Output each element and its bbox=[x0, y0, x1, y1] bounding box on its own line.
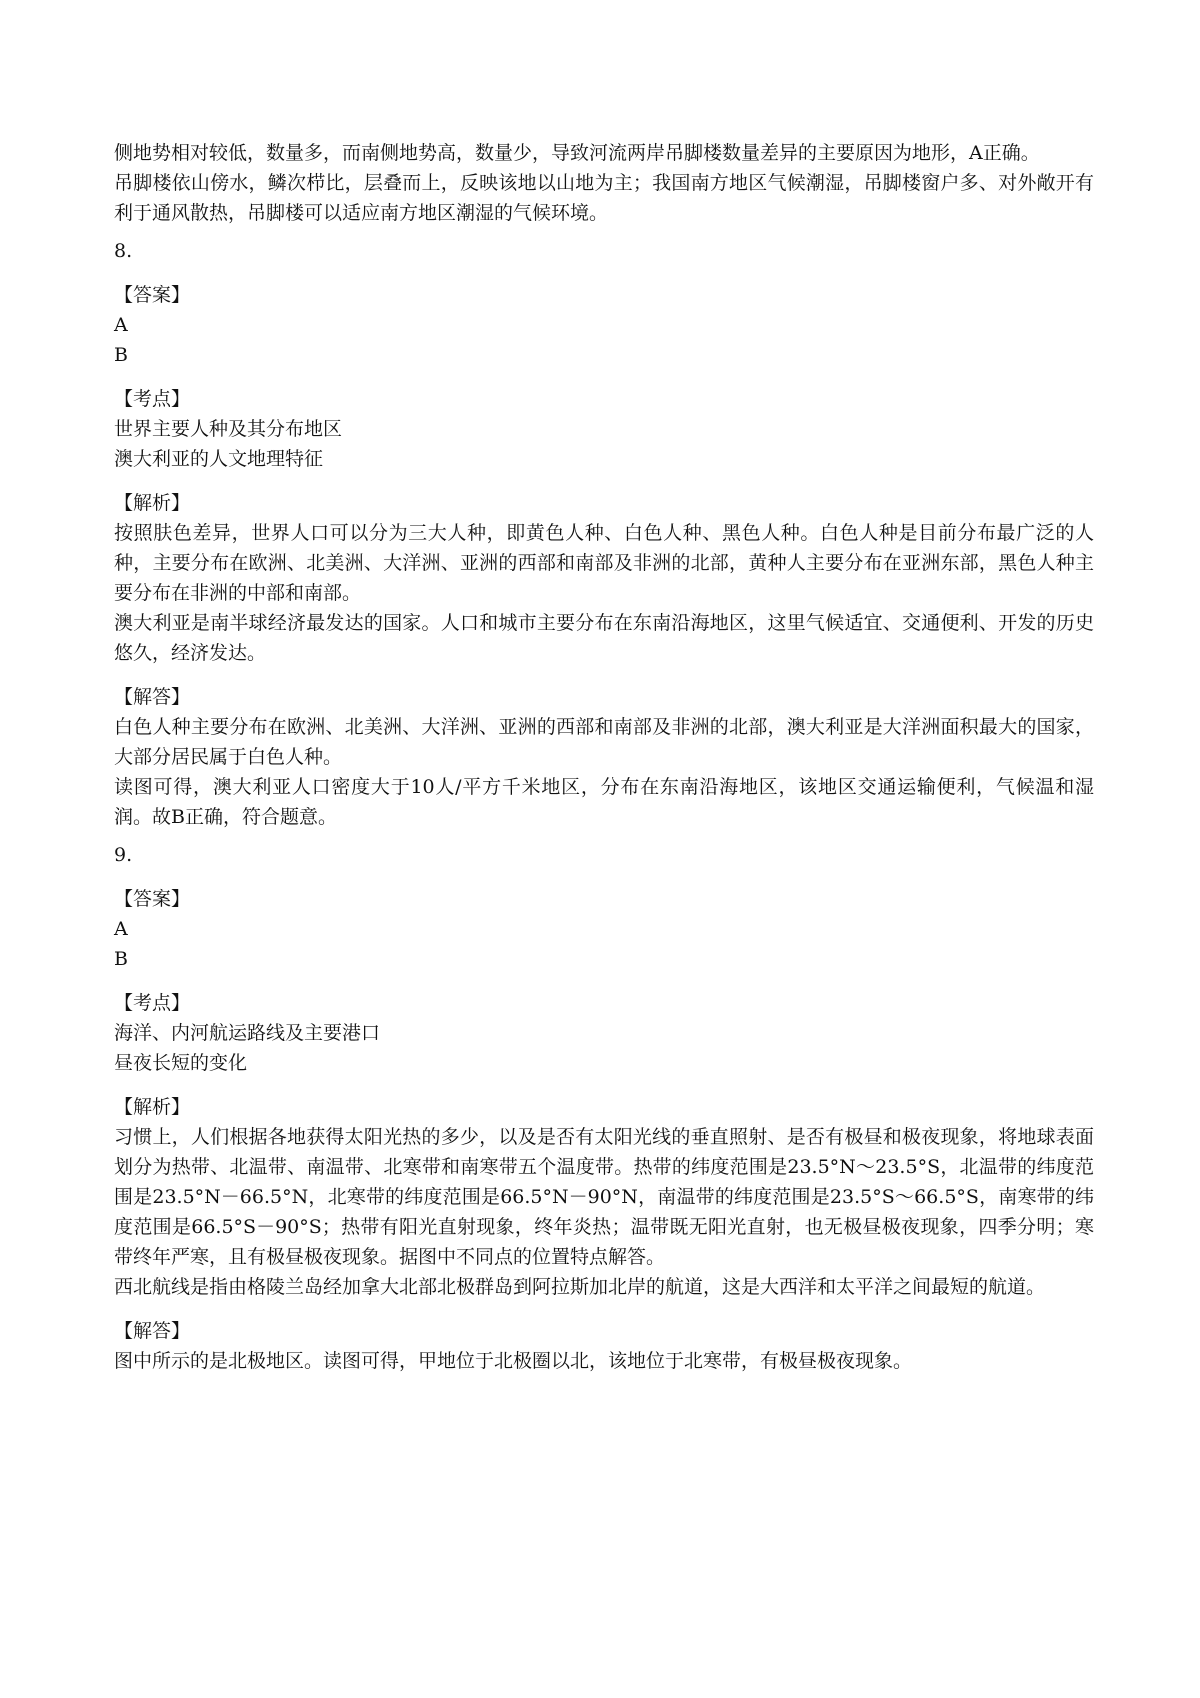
jieda-label: 【解答】 bbox=[114, 1320, 191, 1342]
kaodian-label: 【考点】 bbox=[114, 388, 191, 410]
answer-label: 【答案】 bbox=[114, 888, 191, 910]
jieda-paragraph: 图中所示的是北极地区。读图可得，甲地位于北极圈以北，该地位于北寒带，有极昼极夜现象。 bbox=[114, 1350, 913, 1372]
intro-paragraph-1: 侧地势相对较低，数量多，而南侧地势高，数量少，导致河流两岸吊脚楼数量差异的主要原因为地形，A正确。 bbox=[114, 142, 1040, 164]
answer-label: 【答案】 bbox=[114, 284, 191, 306]
jieda-section bbox=[114, 1316, 1094, 1376]
answer-section bbox=[114, 884, 1094, 974]
question-8 bbox=[114, 236, 1094, 832]
kaodian-item: 澳大利亚的人文地理特征 bbox=[114, 448, 324, 470]
jieda-paragraph: 读图可得，澳大利亚人口密度大于10人/平方千米地区，分布在东南沿海地区，该地区交通运输便利，气候温和湿润。故B正确，符合题意。 bbox=[114, 776, 1094, 828]
intro-block bbox=[114, 138, 1094, 228]
question-number: 9. bbox=[114, 844, 133, 866]
answer-option: A bbox=[114, 314, 128, 336]
question-9 bbox=[114, 840, 1094, 1376]
jiexi-section bbox=[114, 488, 1094, 668]
jiexi-paragraph: 按照肤色差异，世界人口可以分为三大人种，即黄色人种、白色人种、黑色人种。白色人种是目前分布最广泛的人种，主要分布在欧洲、北美洲、大洋洲、亚洲的西部和南部及非洲的北部，黄种人主要分布在亚洲东部，黑色人种主要分布在非洲的中部和南部。 bbox=[114, 522, 1094, 604]
jiexi-paragraph: 习惯上，人们根据各地获得太阳光热的多少，以及是否有太阳光线的垂直照射、是否有极昼和极夜现象，将地球表面划分为热带、北温带、南温带、北寒带和南寒带五个温度带。热带的纬度范围是23.5°N～23.5°S，北温带的纬度范围是23.5°N－66.5°N，北寒带的纬度范围是66.5°N－90°N，南温带的纬度范围是23.5°S～66.5°S，南寒带的纬度范围是66.5°S－90°S；热带有阳光直射现象，终年炎热；温带既无阳光直射，也无极昼极夜现象，四季分明；寒带终年严寒，且有极昼极夜现象。据图中不同点的位置特点解答。 bbox=[114, 1126, 1094, 1268]
jiexi-label: 【解析】 bbox=[114, 1096, 191, 1118]
answer-section bbox=[114, 280, 1094, 370]
jieda-label: 【解答】 bbox=[114, 686, 191, 708]
answer-option: A bbox=[114, 918, 128, 940]
jiexi-paragraph: 澳大利亚是南半球经济最发达的国家。人口和城市主要分布在东南沿海地区，这里气候适宜、交通便利、开发的历史悠久，经济发达。 bbox=[114, 612, 1094, 664]
kaodian-section bbox=[114, 988, 1094, 1078]
kaodian-item: 昼夜长短的变化 bbox=[114, 1052, 248, 1074]
kaodian-label: 【考点】 bbox=[114, 992, 191, 1014]
kaodian-section bbox=[114, 384, 1094, 474]
jieda-paragraph: 白色人种主要分布在欧洲、北美洲、大洋洲、亚洲的西部和南部及非洲的北部，澳大利亚是大洋洲面积最大的国家，大部分居民属于白色人种。 bbox=[114, 716, 1094, 768]
kaodian-item: 海洋、内河航运路线及主要港口 bbox=[114, 1022, 381, 1044]
question-number: 8. bbox=[114, 240, 133, 262]
answer-option: B bbox=[114, 948, 128, 970]
document-page bbox=[114, 138, 1094, 1376]
jiexi-paragraph: 西北航线是指由格陵兰岛经加拿大北部北极群岛到阿拉斯加北岸的航道，这是大西洋和太平洋之间最短的航道。 bbox=[114, 1276, 1046, 1298]
jiexi-section bbox=[114, 1092, 1094, 1302]
jieda-section bbox=[114, 682, 1094, 832]
jiexi-label: 【解析】 bbox=[114, 492, 191, 514]
answer-option: B bbox=[114, 344, 128, 366]
intro-paragraph-2: 吊脚楼依山傍水，鳞次栉比，层叠而上，反映该地以山地为主；我国南方地区气候潮湿，吊脚楼窗户多、对外敞开有利于通风散热，吊脚楼可以适应南方地区潮湿的气候环境。 bbox=[114, 172, 1094, 224]
kaodian-item: 世界主要人种及其分布地区 bbox=[114, 418, 343, 440]
